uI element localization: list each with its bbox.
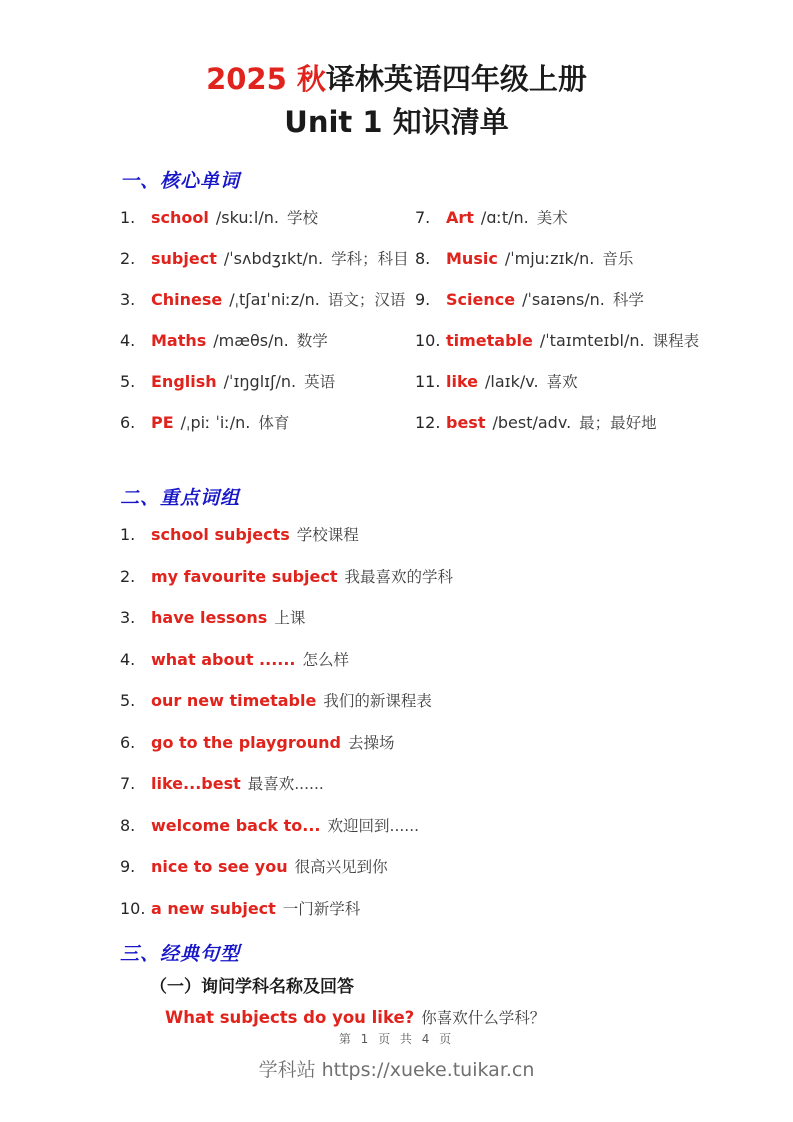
word-number: 11. <box>415 372 441 391</box>
word-phonetic: /laɪk/v. <box>485 372 539 391</box>
word-item <box>120 412 415 434</box>
word-translation: 体育 <box>258 414 290 432</box>
phrase-translation: 我最喜欢的学科 <box>344 567 454 586</box>
phrase-translation: 怎么样 <box>302 650 350 669</box>
phrase-translation: 上课 <box>274 609 306 627</box>
phrase-item <box>120 856 733 878</box>
doc-subtitle-cn: 知识清单 <box>392 105 509 139</box>
phrase-english: our new timetable <box>151 691 317 710</box>
word-english: timetable <box>446 331 533 350</box>
word-item <box>415 289 699 311</box>
word-phonetic: /ˈtaɪmteɪbl/n. <box>539 331 645 350</box>
phrase-translation: 很高兴见到你 <box>294 858 388 876</box>
phrase-english: go to the playground <box>151 732 341 752</box>
phrase-number: 4. <box>120 649 136 669</box>
section-heading-core-words: 一、核心单词 <box>120 170 241 192</box>
word-translation: 最；最好地 <box>579 414 657 432</box>
phrase-item <box>120 607 733 629</box>
phrase-english: welcome back to... <box>151 815 321 835</box>
phrase-number: 5. <box>120 691 136 710</box>
word-phonetic: /ˌtʃaɪˈniːz/n. <box>229 290 320 309</box>
phrase-translation: 欢迎回到...... <box>327 816 420 835</box>
word-number: 1. <box>120 208 136 227</box>
word-phonetic: /mæθs/n. <box>213 331 289 350</box>
word-english: best <box>446 413 486 432</box>
phrase-english: have lessons <box>151 608 268 627</box>
word-english: Music <box>446 249 498 268</box>
word-english: PE <box>151 413 174 432</box>
phrase-number: 1. <box>120 525 136 544</box>
key-phrases-list <box>120 524 733 920</box>
word-translation: 英语 <box>304 373 336 391</box>
phrase-item <box>120 524 733 546</box>
word-number: 4. <box>120 331 136 350</box>
phrase-item <box>120 773 733 795</box>
word-phonetic: /ˌpiː ˈiː/n. <box>180 413 251 432</box>
word-phonetic: /ˈmjuːzɪk/n. <box>504 249 595 268</box>
phrase-english: what about ...... <box>151 649 296 669</box>
phrase-translation: 学校课程 <box>296 526 359 544</box>
doc-subtitle-unit: Unit 1 <box>284 105 383 139</box>
example-sentence <box>165 1007 733 1029</box>
word-phonetic: /skuːl/n. <box>215 208 279 227</box>
word-item <box>120 371 415 393</box>
phrase-item <box>120 898 733 920</box>
word-english: like <box>446 372 479 391</box>
phrase-item <box>120 566 733 588</box>
page-footer <box>0 1030 793 1082</box>
word-item <box>415 412 699 434</box>
word-english: Art <box>446 208 474 227</box>
word-item <box>120 330 415 352</box>
doc-subtitle <box>0 102 793 142</box>
word-translation: 语文；汉语 <box>327 291 406 309</box>
phrase-number: 9. <box>120 857 136 876</box>
phrase-item <box>120 815 733 837</box>
phrase-translation: 最喜欢...... <box>247 775 324 793</box>
example-sentence-english: What subjects do you like? <box>165 1008 415 1027</box>
word-english: Maths <box>151 331 207 350</box>
word-english: Science <box>446 290 516 309</box>
footer-site-url: 学科站 https://xueke.tuikar.cn <box>258 1059 535 1081</box>
word-translation: 美术 <box>536 209 568 227</box>
phrase-english: my favourite subject <box>151 566 338 586</box>
phrase-translation: 一门新学科 <box>282 899 361 918</box>
phrase-item <box>120 732 733 754</box>
word-translation: 喜欢 <box>546 373 578 391</box>
phrase-english: like...best <box>151 774 241 793</box>
doc-content <box>0 166 793 1029</box>
sentence-pattern-subheading: （一）询问学科名称及回答 <box>150 977 354 997</box>
word-translation: 学校 <box>286 209 318 227</box>
word-number: 9. <box>415 290 431 309</box>
phrase-number: 8. <box>120 815 136 835</box>
phrase-number: 6. <box>120 732 136 752</box>
word-item <box>415 207 699 229</box>
word-number: 10. <box>415 331 441 350</box>
phrase-item <box>120 649 733 671</box>
word-number: 5. <box>120 372 136 391</box>
word-english: subject <box>151 249 217 268</box>
doc-title-book: 译林英语四年级上册 <box>325 62 587 96</box>
word-translation: 数学 <box>296 332 328 350</box>
core-words-list <box>120 207 733 453</box>
phrase-number: 3. <box>120 608 136 627</box>
example-sentence-translation: 你喜欢什么学科？ <box>421 1009 546 1027</box>
phrase-number: 2. <box>120 566 136 586</box>
word-translation: 科学 <box>612 291 644 309</box>
word-phonetic: /ˈsʌbdʒɪkt/n. <box>223 249 324 268</box>
word-number: 2. <box>120 249 136 268</box>
word-number: 3. <box>120 290 136 309</box>
word-english: English <box>151 372 217 391</box>
word-item <box>120 207 415 229</box>
footer-page-number: 第 1 页 共 4 页 <box>338 1032 455 1046</box>
word-number: 8. <box>415 249 431 268</box>
core-words-left-column <box>120 207 415 453</box>
phrase-number: 7. <box>120 774 136 793</box>
phrase-english: a new subject <box>151 898 276 918</box>
core-words-right-column <box>415 207 699 453</box>
word-phonetic: /ˈɪŋglɪʃ/n. <box>223 372 297 391</box>
word-translation: 课程表 <box>652 332 700 350</box>
section-heading-sentence-patterns: 三、经典句型 <box>120 943 241 965</box>
word-number: 12. <box>415 413 441 432</box>
word-number: 6. <box>120 413 136 432</box>
word-phonetic: /best/adv. <box>492 413 572 432</box>
word-number: 7. <box>415 208 431 227</box>
section-heading-key-phrases: 二、重点词组 <box>120 487 241 509</box>
phrase-translation: 去操场 <box>347 733 395 752</box>
word-translation: 音乐 <box>602 250 634 268</box>
word-item <box>415 330 699 352</box>
phrase-english: nice to see you <box>151 857 288 876</box>
phrase-translation: 我们的新课程表 <box>323 692 432 710</box>
word-translation: 学科；科目 <box>331 250 409 268</box>
word-item <box>415 248 699 270</box>
word-item <box>415 371 699 393</box>
word-item <box>120 248 415 270</box>
word-english: school <box>151 208 209 227</box>
word-item <box>120 289 415 311</box>
doc-title <box>0 0 793 98</box>
word-english: Chinese <box>151 290 223 309</box>
phrase-item <box>120 690 733 712</box>
phrase-english: school subjects <box>151 525 290 544</box>
word-phonetic: /ɑːt/n. <box>480 208 529 227</box>
word-phonetic: /ˈsaɪəns/n. <box>522 290 605 309</box>
doc-title-year-season: 2025 秋 <box>206 62 326 96</box>
phrase-number: 10. <box>120 898 146 918</box>
